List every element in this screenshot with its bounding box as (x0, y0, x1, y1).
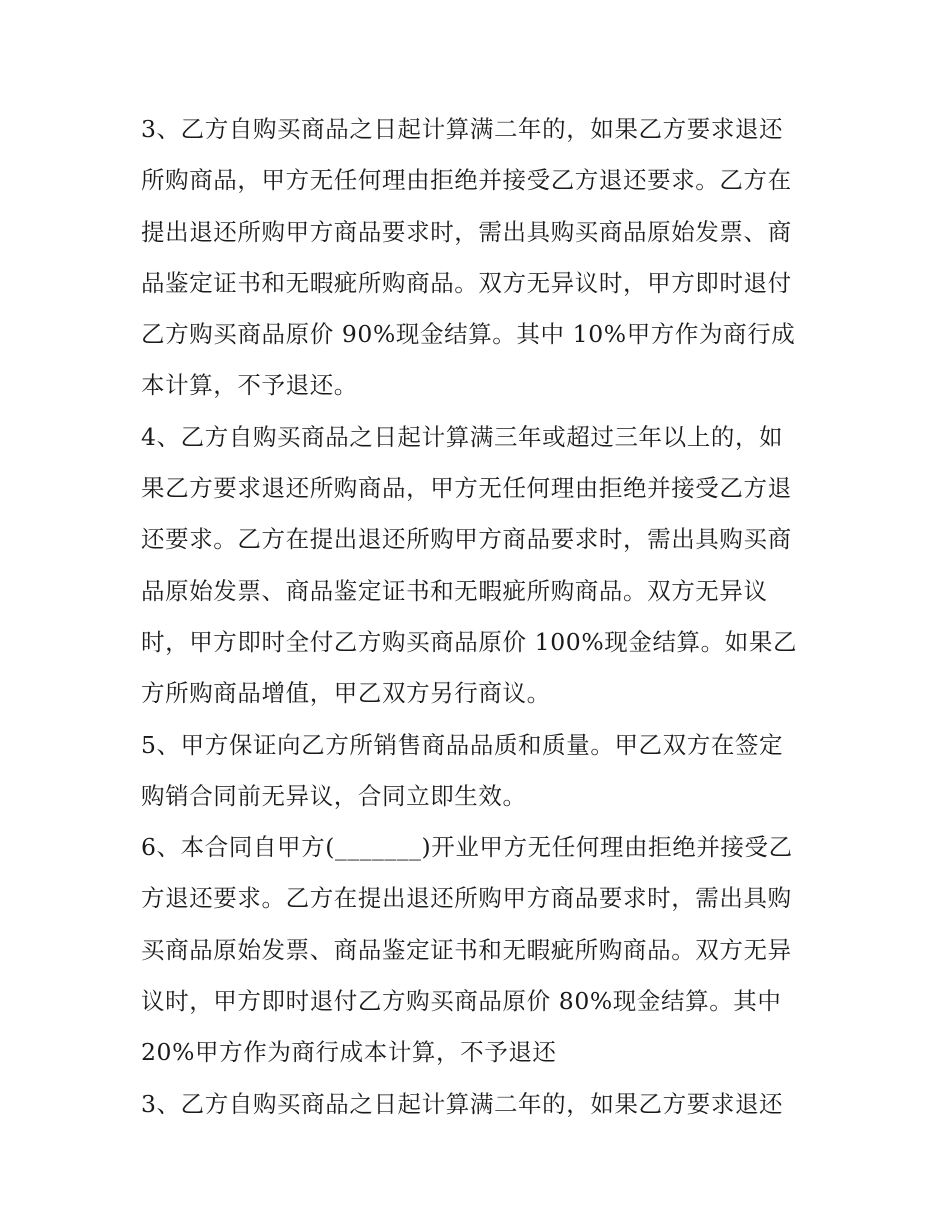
text-line: 时，甲方即时全付乙方购买商品原价 100%现金结算。如果乙 (141, 627, 798, 656)
text-line: 所购商品，甲方无任何理由拒绝并接受乙方退还要求。乙方在 (141, 166, 792, 195)
text-line: 方所购商品增值，甲乙双方另行商议。 (141, 679, 551, 708)
text-line: 提出退还所购甲方商品要求时，需出具购买商品原始发票、商 (141, 217, 792, 246)
text-line: 购销合同前无异议，合同立即生效。 (141, 781, 527, 810)
text-line: 果乙方要求退还所购商品，甲方无任何理由拒绝并接受乙方退 (141, 474, 792, 503)
document-body (141, 104, 821, 1130)
text-line: 4、乙方自购买商品之日起计算满三年或超过三年以上的，如 (141, 422, 784, 451)
text-line: 方退还要求。乙方在提出退还所购甲方商品要求时，需出具购 (141, 884, 792, 913)
text-line: 还要求。乙方在提出退还所购甲方商品要求时，需出具购买商 (141, 525, 792, 554)
text-line: 本计算，不予退还。 (141, 371, 358, 400)
text-line: 6、本合同自甲方(_______)开业甲方无任何理由拒绝并接受乙 (141, 833, 793, 862)
text-line: 品鉴定证书和无暇疵所购商品。双方无异议时，甲方即时退付 (141, 268, 792, 297)
text-line: 3、乙方自购买商品之日起计算满二年的，如果乙方要求退还 (141, 115, 784, 143)
text-line: 乙方购买商品原价 90%现金结算。其中 10%甲方作为商行成 (141, 320, 796, 349)
text-line: 5、甲方保证向乙方所销售商品品质和质量。甲乙双方在签定 (141, 730, 784, 759)
text-line: 3、乙方自购买商品之日起计算满二年的，如果乙方要求退还 (141, 1089, 784, 1118)
text-line: 品原始发票、商品鉴定证书和无暇疵所购商品。双方无异议 (141, 576, 768, 605)
text-line: 议时，甲方即时退付乙方购买商品原价 80%现金结算。其中 (141, 987, 782, 1016)
text-line: 买商品原始发票、商品鉴定证书和无暇疵所购商品。双方无异 (141, 935, 792, 964)
text-line: 20%甲方作为商行成本计算，不予退还 (141, 1038, 557, 1067)
